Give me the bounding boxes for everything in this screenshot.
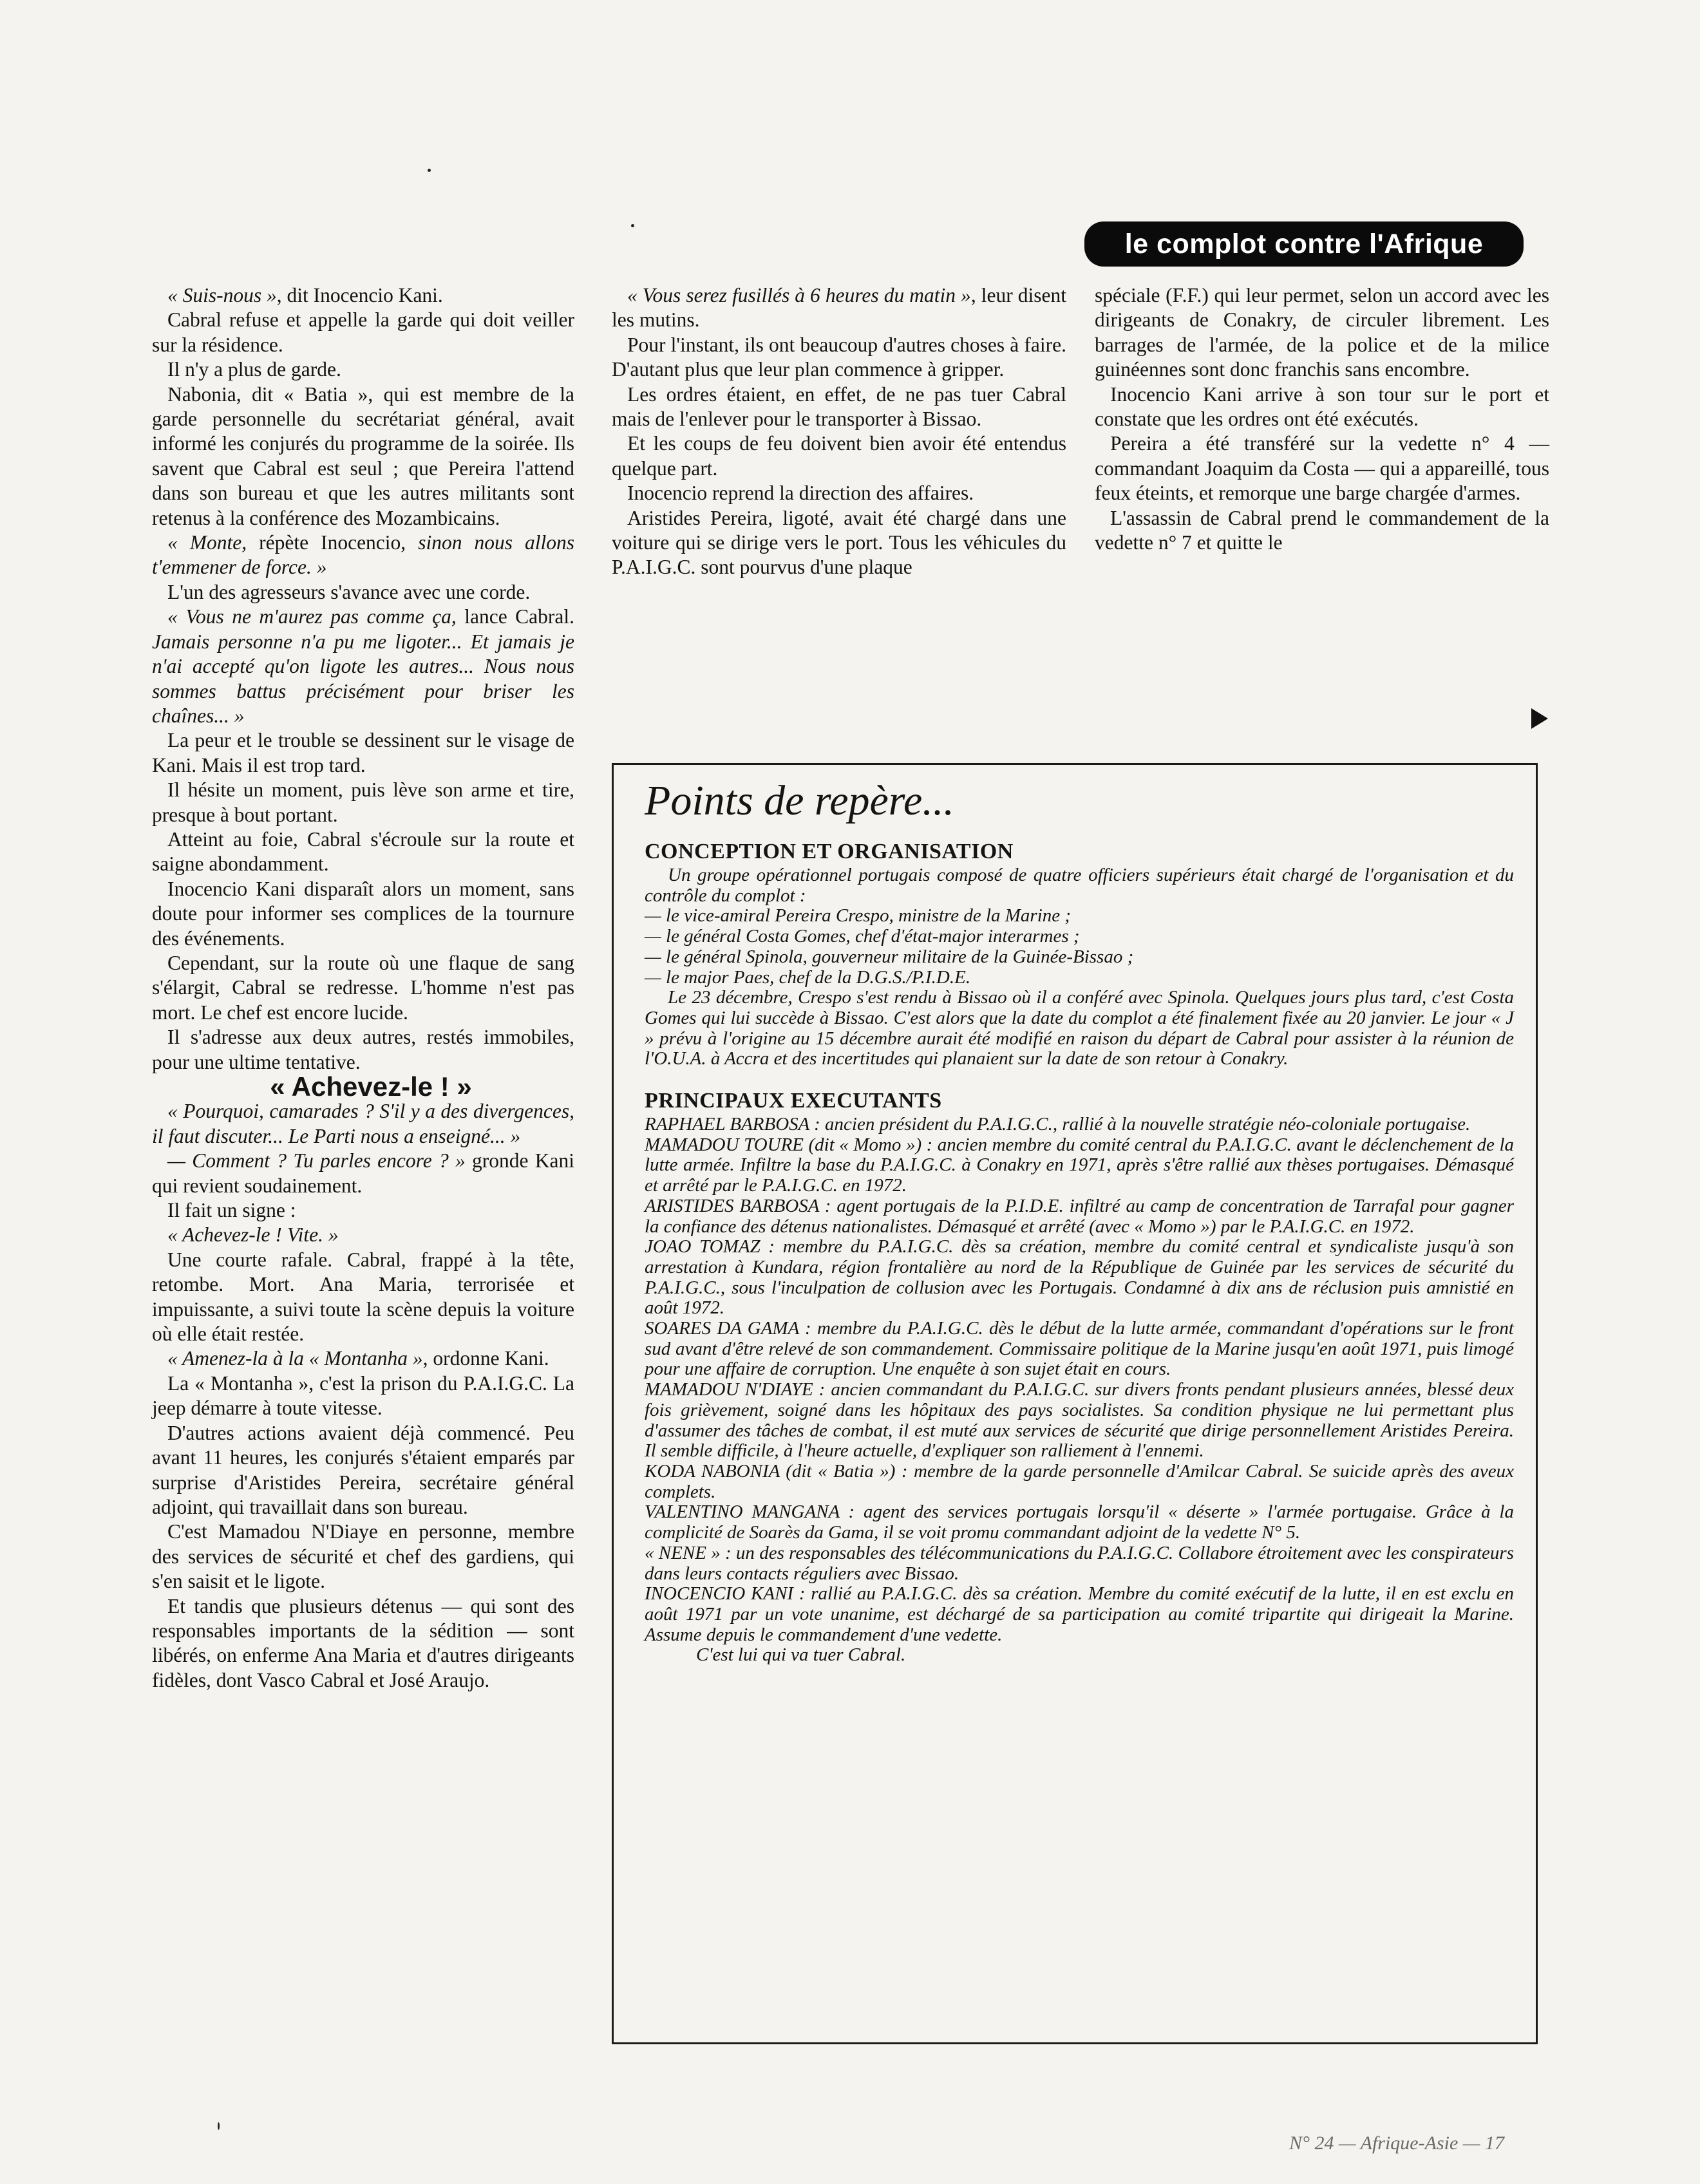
article-paragraph: [152, 357, 574, 382]
article-paragraph: [152, 1421, 574, 1520]
executant-entry: ARISTIDES BARBOSA : agent portugais de la P.I.D.E. infiltré au camp de concentration de Tarrafal pour gagner la confiance des détenus nationalistes. Démasqué et arrêté (avec « Momo ») par le P.A.I.G.C. en 1972.: [645, 1195, 1514, 1237]
closing-line: C'est lui qui va tuer Cabral.: [696, 1644, 906, 1666]
paragraph-text: L'assassin de Cabral prend le commandement de la vedette n° 7 et quitte le: [1095, 506, 1549, 554]
officer-list-item: — le général Costa Gomes, chef d'état-major interarmes ;: [645, 926, 1080, 947]
article-paragraph: [152, 382, 574, 531]
article-paragraph: [152, 1346, 574, 1371]
paragraph-text: lance Cabral.: [456, 605, 574, 628]
article-paragraph: [152, 531, 574, 580]
article-paragraph: [152, 605, 574, 728]
article-paragraph: [152, 951, 574, 1025]
officer-list-item: — le général Spinola, gouverneur militaire de la Guinée-Bissao ;: [645, 946, 1134, 967]
article-paragraph: [612, 431, 1066, 481]
section-heading-executants: PRINCIPAUX EXECUTANTS: [645, 1089, 942, 1113]
continue-arrow-icon: [1531, 708, 1548, 729]
article-paragraph: [152, 283, 574, 308]
paragraph-text: D'autres actions avaient déjà commencé. Peu avant 11 heures, les conjurés s'étaient emparés par surprise d'Aristides Pereira, secrétaire général adjoint, qui travaillait dans son bureau.: [152, 1421, 574, 1518]
paragraph-text: Inocencio reprend la direction des affaires.: [627, 482, 974, 505]
paragraph-text: Les ordres étaient, en effet, de ne pas tuer Cabral mais de l'enlever pour le transporter à Bissao.: [612, 382, 1066, 431]
print-speck: [631, 224, 634, 227]
executant-entry: VALENTINO MANGANA : agent des services portugais lorsqu'il « déserte » l'armée portugaise. Grâce à la complicité de Soarès da Gama, il se voit promu commandant adjoint de la vedette N° 5.: [645, 1502, 1514, 1543]
paragraph-text: Il hésite un moment, puis lève son arme et tire, presque à bout portant.: [152, 778, 574, 826]
article-column-2: [612, 283, 1066, 580]
paragraph-text: La peur et le trouble se dessinent sur le visage de Kani. Mais il est trop tard.: [152, 729, 574, 777]
section-banner: le complot contre l'Afrique: [1084, 221, 1524, 267]
executant-entry: « NENE » : un des responsables des télécommunications du P.A.I.G.C. Collabore étroitement avec les conspirateurs dans leurs contacts réguliers avec Bissao.: [645, 1542, 1514, 1584]
paragraph-text: Cependant, sur la route où une flaque de sang s'élargit, Cabral se redresse. L'homme n'est pas mort. Le chef est encore lucide.: [152, 951, 574, 1024]
article-paragraph: [1095, 506, 1549, 556]
article-paragraph: [152, 1594, 574, 1693]
italic-quote: « Vous serez fusillés à 6 heures du matin »: [627, 284, 971, 306]
print-speck: [428, 169, 431, 172]
paragraph-text: La « Montanha », c'est la prison du P.A.I.G.C. La jeep démarre à toute vitesse.: [152, 1371, 574, 1420]
paragraph-text: Pereira a été transféré sur la vedette n° 4 — commandant Joaquim da Costa — qui a appareillé, tous feux éteints, et remorque une barge chargée d'armes.: [1095, 432, 1549, 505]
italic-quote: « Vous ne m'aurez pas comme ça,: [167, 605, 457, 628]
section-heading-conception: CONCEPTION ET ORGANISATION: [645, 840, 1014, 863]
paragraph-text: Il n'y a plus de garde.: [167, 358, 341, 381]
paragraph-text: Et tandis que plusieurs détenus — qui sont des responsables importants de la sédition — sont libérés, on enferme Ana Maria et d'autres dirigeants fidèles, dont Vasco Cabral et José Araujo.: [152, 1594, 574, 1691]
sidebar-box-points-de-repere: [612, 763, 1538, 2044]
officer-list-item: — le major Paes, chef de la D.G.S./P.I.D.E.: [645, 966, 971, 988]
article-paragraph: [152, 1371, 574, 1421]
italic-quote: « Achevez-le ! Vite. »: [167, 1223, 339, 1247]
paragraph-text: Inocencio Kani arrive à son tour sur le port et constate que les ordres ont été exécutés.: [1095, 382, 1549, 431]
executant-entry: JOAO TOMAZ : membre du P.A.I.G.C. dès sa création, membre du comité central et syndicaliste jusqu'à son arrestation à Kundara, région frontalière au nord de la République de Guinée par les services de sécurité du P.A.I.G.C., sous l'inculpation de collusion avec les Portugais. Condamné à dix ans de réclusion puis amnistié en août 1972.: [645, 1236, 1514, 1319]
article-paragraph: [152, 1520, 574, 1594]
article-paragraph: [152, 1025, 574, 1075]
article-paragraph: [152, 778, 574, 827]
officer-list-item: — le vice-amiral Pereira Crespo, ministre de la Marine ;: [645, 905, 1072, 927]
paragraph-text: Il fait un signe :: [167, 1199, 296, 1222]
article-paragraph: [152, 827, 574, 877]
article-paragraph: [612, 333, 1066, 382]
paragraph-text: Et les coups de feu doivent bien avoir été entendus quelque part.: [612, 432, 1066, 480]
italic-quote: « Pourquoi, camarades ? S'il y a des divergences, il faut discuter... Le Parti nous a enseigné... »: [152, 1100, 574, 1147]
executants-list: [645, 1115, 1514, 1666]
executant-entry: MAMADOU N'DIAYE : ancien commandant du P.A.I.G.C. sur divers fronts pendant plusieurs années, blessé deux fois grièvement, soigné dans les hôpitaux des pays socialistes. Sa condition physique ne lui permettant plus d'assumer des tâches de combat, il est muté aux services de sécurité que dirige personnellement Aristides Pereira. Il semble difficile, à l'heure actuelle, d'expliquer son ralliement à l'ennemi.: [645, 1379, 1514, 1462]
print-speck: [218, 2122, 220, 2130]
italic-quote: « Monte,: [167, 531, 247, 554]
article-paragraph: [152, 1198, 574, 1223]
paragraph-text: Inocencio Kani disparaît alors un moment, sans doute pour informer ses complices de la tournure des événements.: [152, 877, 574, 950]
article-subheading: « Achevez-le ! »: [270, 1071, 472, 1102]
paragraph-text: Pour l'instant, ils ont beaucoup d'autres choses à faire. D'autant plus que leur plan commence à gripper.: [612, 333, 1066, 381]
paragraph-text: spéciale (F.F.) qui leur permet, selon un accord avec les dirigeants de Conakry, de circuler librement. Les barrages de l'armée, de la police et de la milice guinéennes sont donc franchis sans encombre.: [1095, 284, 1549, 381]
article-paragraph: [612, 382, 1066, 432]
article-paragraph: [1095, 431, 1549, 505]
conception-paragraph: Le 23 décembre, Crespo s'est rendu à Bissao où il a conféré avec Spinola. Quelques jours plus tard, c'est Costa Gomes qui lui succède à Bissao. C'est alors que la date du complot a été finalement fixée au 20 janvier. Le jour « J » prévu à l'origine au 15 décembre aurait été modifié en raison du départ de Cabral pour assister à la réunion de l'O.U.A. à Accra et des incertitudes qui planaient sur la date de son retour à Conakry.: [645, 987, 1514, 1069]
paragraph-text: Atteint au foie, Cabral s'écroule sur la route et saigne abondamment.: [152, 827, 574, 876]
italic-quote: Jamais personne n'a pu me ligoter... Et jamais je n'ai accepté qu'on ligote les autres... Nous nous sommes battus précisément pour briser les chaînes... »: [152, 630, 574, 727]
article-paragraph: [152, 728, 574, 778]
paragraph-text: Cabral refuse et appelle la garde qui doit veiller sur la résidence.: [152, 308, 574, 356]
paragraph-text: L'un des agresseurs s'avance avec une corde.: [167, 580, 531, 603]
paragraph-text: répète Inocencio,: [247, 531, 419, 554]
article-paragraph: [152, 1149, 574, 1198]
executant-entry: MAMADOU TOURE (dit « Momo ») : ancien membre du comité central du P.A.I.G.C. avant le déclenchement de la lutte armée. Infiltre la base du P.A.I.G.C. à Conakry en 1971, après s'être rallié aux thèses portugaises. Démasqué et arrêté par le P.A.I.G.C. en 1972.: [645, 1134, 1514, 1196]
paragraph-text: Il s'adresse aux deux autres, restés immobiles, pour une ultime tentative.: [152, 1026, 574, 1073]
paragraph-text: Aristides Pereira, ligoté, avait été chargé dans une voiture qui se dirige vers le port. Tous les véhicules du P.A.I.G.C. sont pourvus d'une plaque: [612, 506, 1066, 579]
italic-quote: sinon nous allons t'emmener de force. »: [152, 531, 575, 579]
paragraph-text: gronde Kani qui revient soudainement.: [152, 1149, 575, 1197]
paragraph-text: , leur disent les mutins.: [612, 284, 1066, 332]
article-paragraph: [152, 1099, 574, 1149]
executant-entry: KODA NABONIA (dit « Batia ») : membre de la garde personnelle d'Amilcar Cabral. Se suicide après des aveux complets.: [645, 1460, 1514, 1502]
page-footer: N° 24 — Afrique-Asie — 17: [1289, 2132, 1504, 2154]
article-column-1: [152, 283, 574, 1693]
article-paragraph: [612, 481, 1066, 505]
paragraph-text: , dit Inocencio Kani.: [276, 284, 443, 306]
article-paragraph: [152, 1223, 574, 1247]
article-paragraph: [612, 283, 1066, 333]
article-paragraph: [152, 877, 574, 951]
article-paragraph: [612, 506, 1066, 580]
executant-entry: INOCENCIO KANI : rallié au P.A.I.G.C. dès sa création. Membre du comité exécutif de la lutte, il en est exclu en août 1971 par un vote unanime, est déchargé de sa participation au comité tripartite qui dirigeait la Marine. Assume depuis le commandement d'une vedette.: [645, 1583, 1514, 1645]
sidebar-title: Points de repère...: [645, 777, 954, 824]
italic-quote: — Comment ? Tu parles encore ? »: [167, 1149, 466, 1172]
article-paragraph: [1095, 283, 1549, 382]
italic-quote: « Suis-nous »: [167, 284, 277, 306]
executant-entry: RAPHAEL BARBOSA : ancien président du P.A.I.G.C., rallié à la nouvelle stratégie néo-coloniale portugaise.: [645, 1114, 1471, 1135]
article-paragraph: [152, 1248, 574, 1347]
conception-text: [645, 865, 1514, 1069]
executant-entry: SOARES DA GAMA : membre du P.A.I.G.C. dès le début de la lutte armée, commandant d'opérations sur le front sud avant d'être relevé de son commandement. Commissaire politique de la Marine jusqu'en août 1971, puis limogé pour une affaire de corruption. Une enquête à son sujet était en cours.: [645, 1318, 1514, 1380]
article-paragraph: [1095, 382, 1549, 432]
paragraph-text: Nabonia, dit « Batia », qui est membre de la garde personnelle du secrétariat général, avait informé les conjurés du programme de la soirée. Ils savent que Cabral est seul ; que Pereira l'attend dans son bureau et que les autres militants sont retenus à la conférence des Mozambicains.: [152, 382, 574, 529]
article-paragraph: [152, 308, 574, 357]
article-column-3: [1095, 283, 1549, 555]
paragraph-text: Une courte rafale. Cabral, frappé à la tête, retombe. Mort. Ana Maria, terrorisée et impuissante, a suivi toute la scène depuis la voiture où elle était restée.: [152, 1248, 574, 1346]
italic-quote: « Amenez-la à la « Montanha »: [167, 1347, 423, 1370]
conception-intro: Un groupe opérationnel portugais composé de quatre officiers supérieurs était chargé de l'organisation et du contrôle du complot :: [645, 865, 1514, 906]
paragraph-text: C'est Mamadou N'Diaye en personne, membre des services de sécurité et chef des gardiens, qui s'en saisit et le ligote.: [152, 1520, 574, 1593]
article-paragraph: [152, 580, 574, 605]
paragraph-text: , ordonne Kani.: [422, 1347, 549, 1370]
